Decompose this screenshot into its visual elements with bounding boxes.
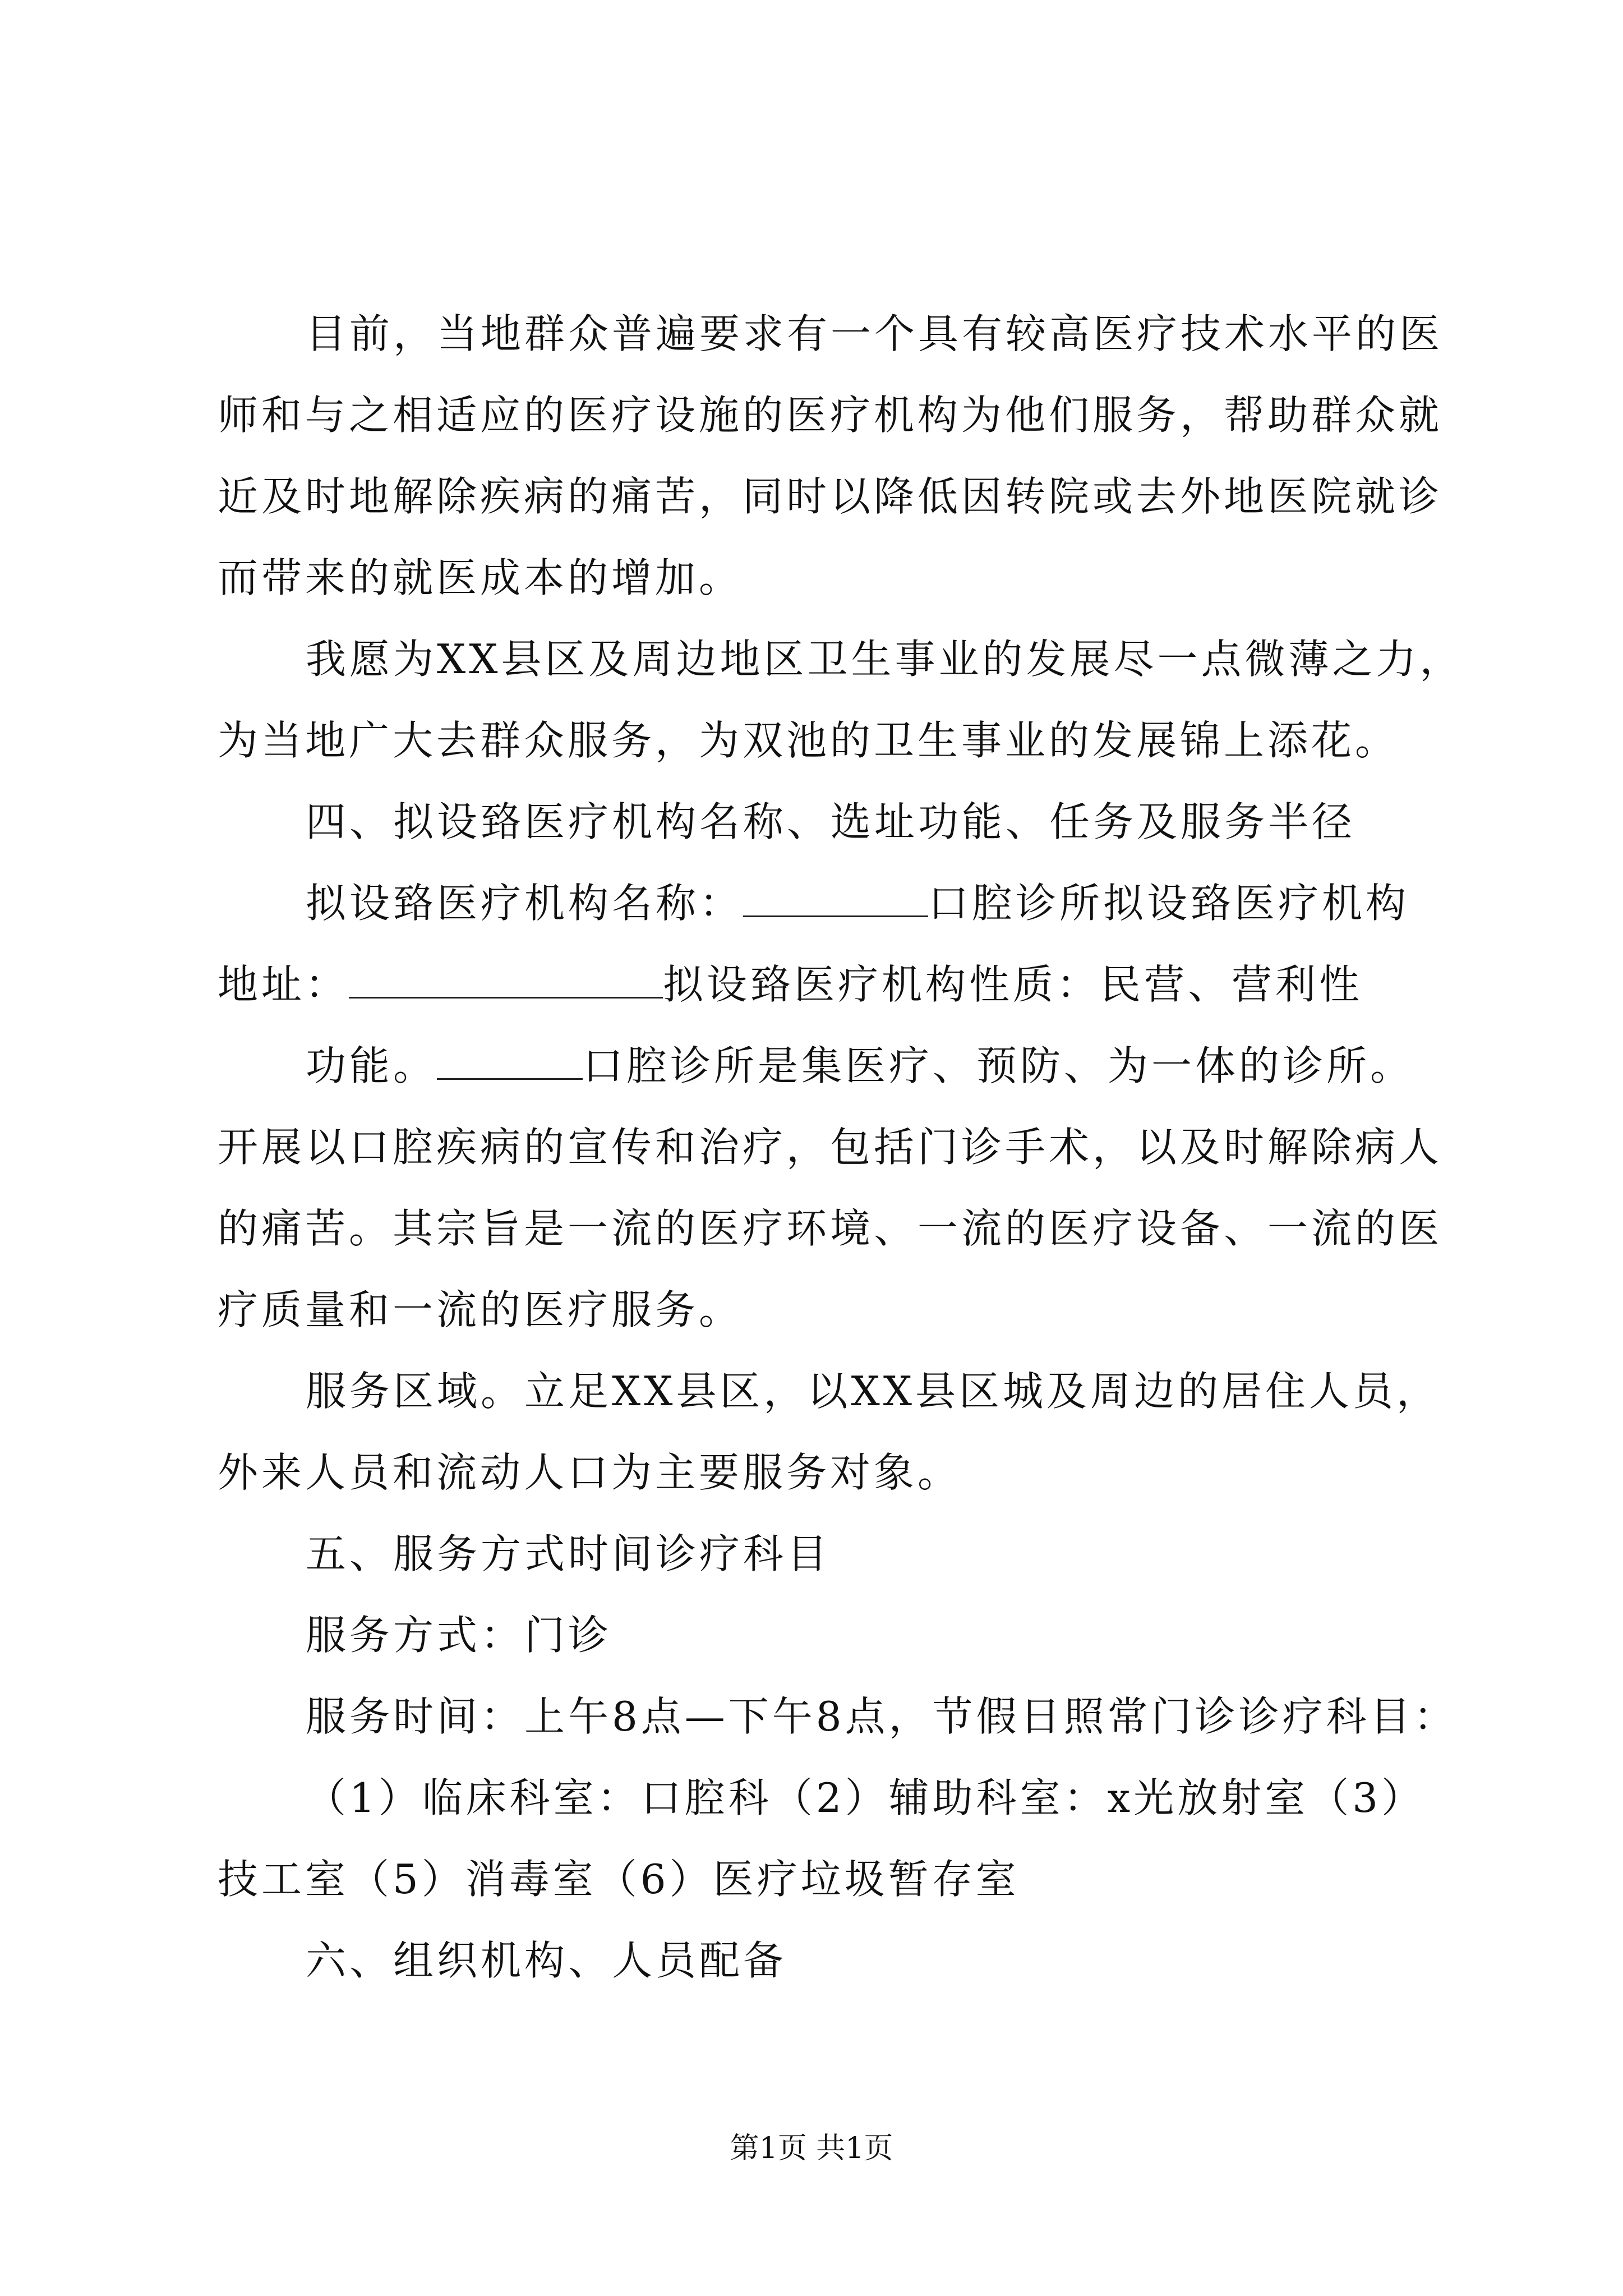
paragraph-2-line-2: 为当地广大去群众服务，为双池的卫生事业的发展锦上添花。 (218, 717, 1399, 764)
institution-name-suffix: 口腔诊所拟设臵医疗机构 (928, 880, 1410, 927)
paragraph-7-line-2: （1）临床科室：口腔科（2）辅助科室：x光放射室（3） (306, 1774, 1426, 1821)
page-footer: 第1页 共1页 (730, 2132, 893, 2165)
function-label: 功能。 (306, 1042, 437, 1089)
paragraph-1-line-3: 近及时地解除疾病的痛苦，同时以降低因转院或去外地医院就诊 (218, 473, 1443, 520)
institution-nature: 拟设臵医疗机构性质：民营、营利性 (663, 961, 1363, 1008)
paragraph-4-line-1 (306, 1038, 1414, 1094)
institution-name-blank (743, 880, 928, 917)
paragraph-1-line-1: 目前，当地群众普遍要求有一个具有较高医疗技术水平的医 (306, 310, 1444, 357)
paragraph-4-line-3: 的痛苦。其宗旨是一流的医疗环境、一流的医疗设备、一流的医 (218, 1205, 1443, 1252)
section-heading-4: 四、拟设臵医疗机构名称、选址功能、任务及服务半径 (306, 798, 1356, 845)
paragraph-3-line-2 (218, 956, 1363, 1013)
service-mode: 服务方式：门诊 (306, 1612, 612, 1659)
address-blank (349, 961, 663, 999)
paragraph-4-line-2: 开展以口腔疾病的宣传和治疗，包括门诊手术，以及时解除病人 (218, 1124, 1443, 1171)
paragraph-3-line-1 (306, 875, 1409, 931)
paragraph-1-line-4: 而带来的就医成本的增加。 (218, 554, 743, 601)
function-description: 口腔诊所是集医疗、预防、为一体的诊所。 (583, 1042, 1414, 1089)
section-heading-5: 五、服务方式时间诊疗科目 (306, 1530, 831, 1577)
paragraph-7-line-3: 技工室（5）消毒室（6）医疗垃圾暂存室 (218, 1856, 1020, 1903)
section-heading-6: 六、组织机构、人员配备 (306, 1937, 787, 1984)
clinic-name-blank (437, 1042, 583, 1080)
paragraph-5-line-2: 外来人员和流动人口为主要服务对象。 (218, 1449, 962, 1496)
paragraph-5-line-1: 服务区域。立足XX县区，以XX县区城及周边的居住人员， (306, 1368, 1441, 1415)
paragraph-4-line-4: 疗质量和一流的医疗服务。 (218, 1286, 743, 1333)
address-label: 地址： (218, 961, 349, 1008)
paragraph-1-line-2: 师和与之相适应的医疗设施的医疗机构为他们服务，帮助群众就 (218, 392, 1443, 439)
paragraph-2-line-1: 我愿为XX县区及周边地区卫生事业的发展尽一点微薄之力， (306, 636, 1464, 683)
paragraph-7-line-1: 服务时间：上午8点—下午8点，节假日照常门诊诊疗科目： (306, 1693, 1458, 1740)
institution-name-label: 拟设臵医疗机构名称： (306, 880, 744, 927)
